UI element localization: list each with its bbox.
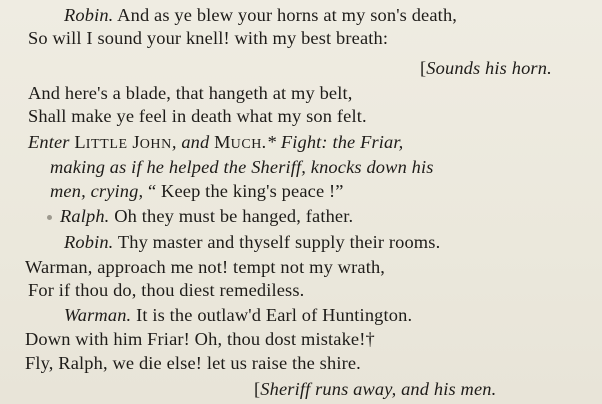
bracket-mark: [ (420, 58, 427, 78)
name-initial: J (132, 132, 140, 152)
stage-direction-exit (254, 378, 496, 400)
bracket-mark: [ (254, 379, 261, 399)
enter-word: Enter (28, 132, 70, 152)
speaker-name: Robin. (64, 232, 114, 252)
verse-text: It is the outlaw'd Earl of Huntington. (136, 305, 413, 325)
speaker-name: Warman. (64, 305, 132, 325)
stage-direction-text: Sheriff runs away, and his men. (260, 379, 497, 399)
name-initial: M (214, 132, 231, 152)
stage-direction (420, 57, 552, 79)
entrance-direction (28, 131, 403, 153)
verse-line-5 (47, 205, 353, 227)
margin-dot-mark (47, 215, 52, 220)
verse-line-3: And here's a blade, that hangeth at my belt, (28, 83, 353, 103)
verse-line-6 (64, 231, 440, 253)
verse-line-8: For if thou do, thou diest remediless. (28, 280, 305, 300)
speaker-name: Robin. (64, 5, 114, 25)
name-smallcaps: UCH (230, 137, 262, 152)
verse-line-9 (64, 304, 412, 326)
verse-line-10: Down with him Friar! Oh, thou dost mistake!† (25, 329, 375, 349)
verse-line-4: Shall make ye feel in death what my son felt. (28, 106, 367, 126)
name-smallcaps: OHN (139, 137, 172, 152)
verse-line-7: Warman, approach me not! tempt not my wrath, (25, 257, 386, 277)
verse-text: And as ye blew your horns at my son's death, (117, 5, 458, 25)
verse-line-11: Fly, Ralph, we die else! let us raise the shire. (25, 353, 361, 373)
name-initial: L (74, 132, 86, 152)
quoted-speech: “ Keep the king's peace !” (147, 181, 344, 201)
stage-direction-text: Sounds his horn. (426, 58, 552, 78)
verse-text: Thy master and thyself supply their rooms. (117, 232, 441, 252)
verse-text: Oh they must be hanged, father. (114, 206, 354, 226)
verse-line-1 (64, 4, 457, 26)
cropped-next-line (60, 396, 280, 404)
speaker-name: Ralph. (60, 206, 110, 226)
entrance-connector: , and (171, 132, 210, 152)
stage-direction-cont-1: making as if he helped the Sheriff, knocks down his (50, 157, 434, 177)
entrance-tail: .* Fight: the Friar, (261, 132, 404, 152)
stage-direction-italic: men, crying, (50, 181, 144, 201)
name-smallcaps: ITTLE (85, 137, 128, 152)
stage-direction-cont-2 (50, 180, 344, 202)
verse-line-2: So will I sound your knell! with my best breath: (28, 28, 389, 48)
